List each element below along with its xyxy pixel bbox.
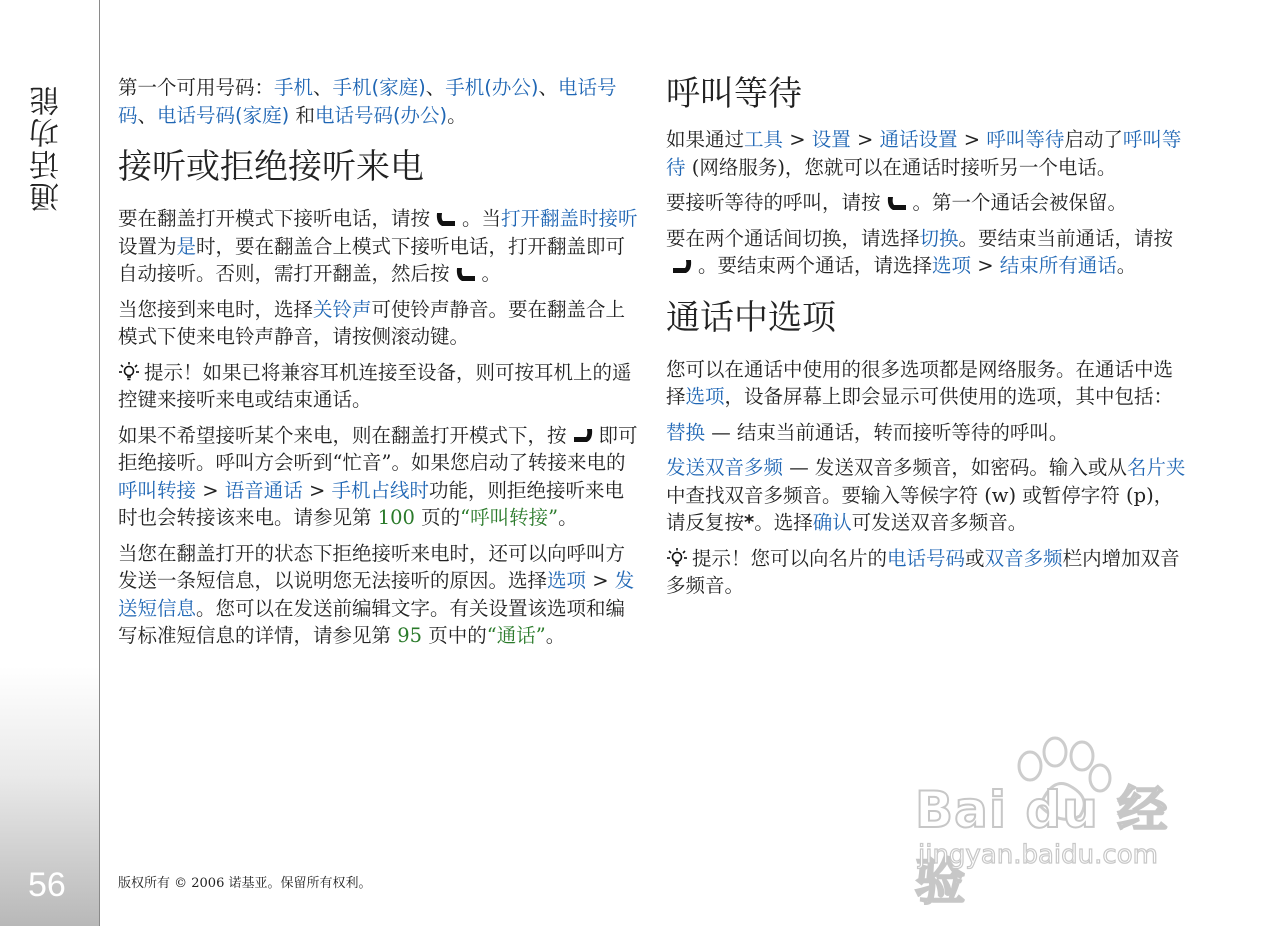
text: 。 [1116, 254, 1137, 277]
watermark [900, 740, 1210, 911]
separator: > [957, 128, 987, 151]
text: 。 [481, 262, 502, 285]
separator: > [196, 478, 225, 502]
link-phone-number[interactable]: 电话号码 [887, 546, 966, 570]
paragraph-call-waiting [666, 126, 1191, 181]
page-ref[interactable]: 100 [377, 506, 415, 529]
text: 如果通过 [666, 128, 745, 151]
text: 功能，则拒绝接听来电时也会转接该来电。请参见第 [118, 478, 625, 529]
separator: > [971, 254, 1000, 277]
link-options[interactable]: 选项 [685, 385, 725, 408]
link-tools[interactable]: 工具 [744, 128, 784, 151]
tip-label: 提示！ [692, 546, 751, 570]
text: 。 [545, 624, 566, 647]
paragraph-swap [666, 225, 1191, 280]
paragraph-reject-sms [118, 540, 638, 650]
tip-headset [118, 359, 638, 414]
copyright-footer: 版权所有 © 2006 诺基亚。保留所有权利。 [118, 876, 372, 891]
text: 要在翻盖打开模式下接听电话，请按 [118, 207, 431, 230]
call-key-icon [434, 211, 458, 229]
link-answer-open-flip[interactable]: 打开翻盖时接听 [501, 207, 638, 230]
text: 栏内增加双音多频音。 [666, 546, 1180, 597]
link-contacts[interactable]: 名片夹 [1126, 456, 1186, 479]
text: 如果不希望接听某个来电，则在翻盖打开模式下，按 [118, 423, 567, 447]
link-replace[interactable]: 替换 [666, 420, 706, 444]
text: 和 [289, 103, 315, 127]
link-silence[interactable]: 关铃声 [313, 297, 372, 321]
text: 。 [558, 506, 578, 529]
link-options[interactable]: 选项 [932, 254, 972, 277]
text: 、 [137, 103, 158, 127]
text: 。 [447, 103, 467, 127]
text: 或 [965, 546, 985, 570]
text: 您可以在通话中使用的很多选项都是网络服务。在通话中选择 [666, 357, 1174, 408]
text: 。要结束当前通话，请按 [958, 226, 1174, 250]
text: 。选择 [754, 511, 813, 534]
heading-in-call-options: 通话中选项 [666, 297, 836, 338]
tip-dtmf [666, 545, 1191, 600]
link-call-divert[interactable]: 呼叫转接 [118, 478, 197, 502]
text: 。当 [462, 207, 502, 230]
text: — 发送双音多频音，如密码。输入或从 [783, 456, 1127, 479]
link-yes[interactable]: 是 [176, 234, 197, 258]
text: 。要结束两个通话，请选择 [698, 254, 933, 277]
heading-call-waiting: 呼叫等待 [666, 74, 802, 114]
watermark-url: jingyan.baidu.com [918, 840, 1158, 870]
link-mobile-home[interactable]: 手机(家庭) [332, 76, 426, 99]
section-ref-call[interactable]: “通话” [486, 624, 546, 647]
paragraph-replace [666, 419, 1191, 447]
link-mobile-office[interactable]: 手机(办公) [445, 76, 539, 99]
page-ref[interactable]: 95 [397, 624, 423, 647]
separator: > [586, 569, 615, 592]
call-key-icon [454, 266, 478, 284]
paragraph-reject [118, 422, 638, 532]
text: 第一个可用号码： [118, 76, 275, 99]
text: 可发送双音多频音。 [851, 511, 1028, 534]
link-call-waiting[interactable]: 呼叫等待 [986, 128, 1065, 151]
link-confirm[interactable]: 确认 [812, 511, 852, 534]
paragraph-silence [118, 296, 638, 351]
text: 即可拒绝接听。呼叫方会听到“忙音”。如果您启动了转接来电的 [118, 423, 638, 474]
text: 当您在翻盖打开的状态下拒绝接听来电时，还可以向呼叫方发送一条短信息，以说明您无法接听的原因。选择 [118, 541, 626, 592]
link-call-settings[interactable]: 通话设置 [879, 128, 958, 151]
text: 可使铃声静音。要在翻盖合上模式下使来电铃声静音，请按侧滚动键。 [118, 297, 626, 348]
text: 要在两个通话间切换，请选择 [666, 226, 920, 250]
link-end-all-calls[interactable]: 结束所有通话 [999, 254, 1117, 277]
text: 页中的 [422, 624, 487, 647]
lightbulb-icon [666, 547, 688, 569]
text: 当您接到来电时，选择 [118, 297, 314, 321]
paragraph-first-number [118, 74, 638, 129]
link-swap[interactable]: 切换 [919, 226, 959, 250]
text: ，设备屏幕上即会显示可供使用的选项，其中包括： [724, 385, 1174, 408]
text: 页的 [414, 506, 461, 529]
link-send-dtmf[interactable]: 发送双音多频 [666, 456, 784, 479]
separator: > [850, 128, 880, 151]
link-call-waiting[interactable]: 呼叫等待 [666, 128, 1182, 179]
text: 、 [425, 76, 446, 99]
call-key-icon [885, 195, 909, 213]
text: 设置为 [118, 234, 177, 258]
text: 您可以向名片的 [750, 546, 888, 570]
text: 要接听等待的呼叫，请按 [666, 191, 881, 214]
link-phone-home[interactable]: 电话号码(家庭) [157, 103, 290, 127]
text: 中查找双音多频音。要输入等候字符 (w) 或暂停字符 (p)，请反复按 [666, 483, 1174, 534]
text: 。第一个通话会被保留。 [912, 191, 1128, 214]
text: 、 [538, 76, 559, 99]
link-dtmf[interactable]: 双音多频 [984, 546, 1063, 570]
right-column [666, 74, 1191, 608]
section-title: 通话功能 [30, 84, 65, 212]
link-if-busy[interactable]: 手机占线时 [331, 478, 430, 502]
page-number: 56 [28, 866, 66, 904]
text: 。您可以在发送前编辑文字。有关设置该选项和编写标准短信息的详情，请参见第 [118, 596, 626, 647]
paragraph-answer-waiting [666, 189, 1191, 217]
star-key: * [744, 511, 755, 534]
text: 时，要在翻盖合上模式下接听电话，打开翻盖即可自动接听。否则，需打开翻盖，然后按 [118, 234, 626, 285]
tip-text: 如果已将兼容耳机连接至设备，则可按耳机上的遥控键来接听来电或结束通话。 [118, 360, 632, 411]
text: 启动了 [1064, 128, 1123, 151]
link-options[interactable]: 选项 [547, 569, 587, 592]
link-mobile[interactable]: 手机 [274, 76, 314, 99]
watermark-brand: Bai du 经验 [915, 781, 1169, 911]
heading-answer-reject: 接听或拒绝接听来电 [118, 147, 424, 187]
paragraph-answer [118, 205, 638, 288]
tip-label: 提示！ [144, 360, 203, 384]
paragraph-in-call-options [666, 356, 1191, 411]
end-key-icon [571, 427, 595, 445]
link-phone[interactable]: 电话号码 [118, 76, 617, 127]
section-ref-call-divert[interactable]: “呼叫转接” [460, 506, 559, 529]
sidebar [0, 0, 100, 926]
paragraph-dtmf [666, 454, 1191, 537]
text: (网络服务)，您就可以在通话时接听另一个电话。 [685, 155, 1117, 179]
text: — 结束当前通话，转而接听等待的呼叫。 [705, 420, 1069, 444]
end-key-icon [670, 258, 694, 276]
left-column [118, 74, 638, 658]
separator: > [302, 478, 332, 502]
link-phone-office[interactable]: 电话号码(办公) [314, 103, 448, 127]
text: 、 [313, 76, 333, 99]
lightbulb-icon [118, 361, 140, 383]
link-voice-calls[interactable]: 语音通话 [224, 478, 303, 502]
link-settings[interactable]: 设置 [811, 128, 851, 151]
separator: > [783, 128, 812, 151]
link-send-sms[interactable]: 发送短信息 [118, 569, 635, 620]
